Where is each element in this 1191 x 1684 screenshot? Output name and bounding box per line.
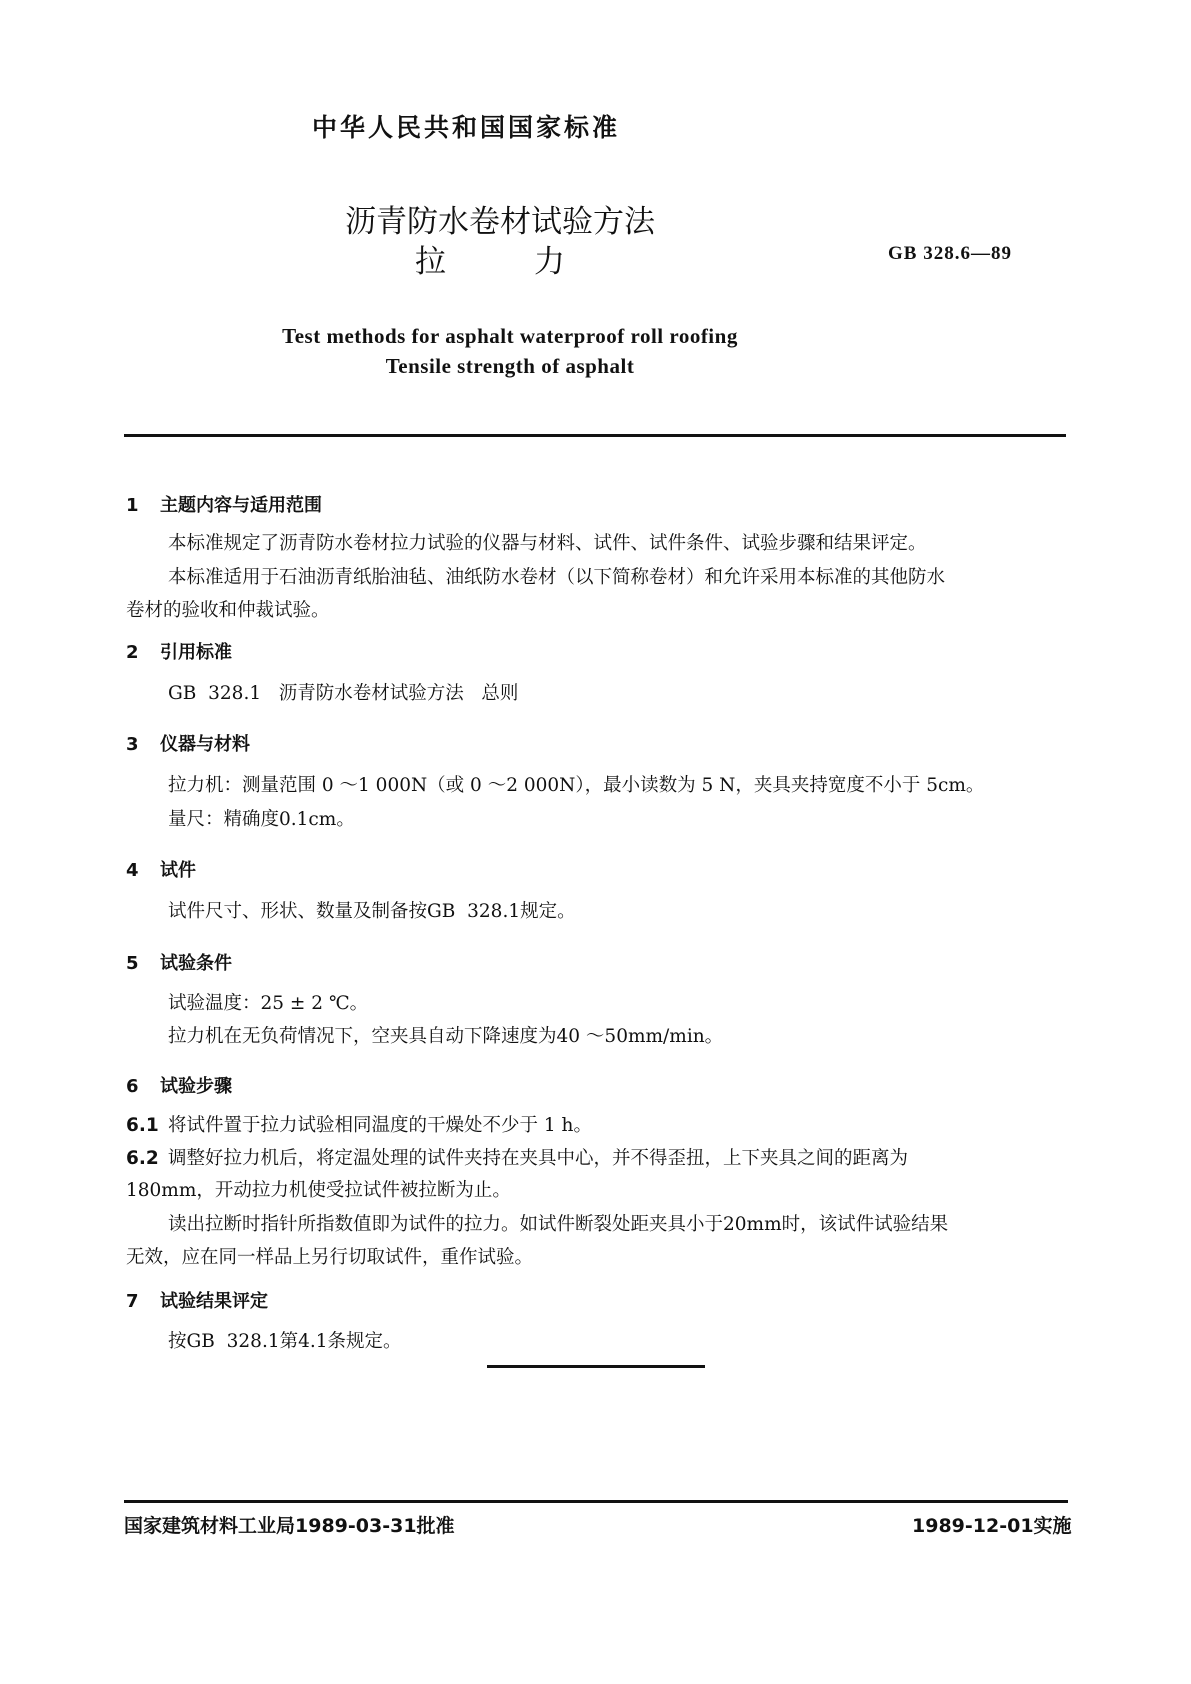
paragraph-text: 本标准适用于石油沥青纸胎油毡、油纸防水卷材（以下简称卷材）和允许采用本标准的其他防水 [168, 567, 946, 588]
section-number: 4 [126, 860, 139, 881]
section-5-paragraph-1 [126, 988, 1068, 1020]
clause-6-1 [126, 1110, 1068, 1142]
paragraph-text: 试件尺寸、形状、数量及制备按GB 328.1规定。 [168, 901, 576, 922]
clause-number: 6.1 [126, 1115, 159, 1136]
section-title: 试验结果评定 [160, 1291, 268, 1312]
header-divider [124, 434, 1066, 437]
clause-number: 6.2 [126, 1148, 159, 1169]
section-title: 仪器与材料 [160, 734, 250, 755]
section-2-heading [126, 638, 232, 664]
section-number: 2 [126, 642, 139, 663]
effective-date: 1989-12-01实施 [912, 1515, 1072, 1537]
section-number: 5 [126, 953, 139, 974]
english-title: Test methods for asphalt waterproof roll roofing [282, 324, 738, 348]
subtitle-char-2: 力 [534, 244, 565, 280]
section-1-paragraph-2-cont [126, 595, 1068, 627]
section-3-paragraph-2 [126, 804, 1068, 836]
paragraph-text: 将试件置于拉力试验相同温度的干燥处不少于 1 h。 [168, 1115, 592, 1136]
section-title: 主题内容与适用范围 [160, 495, 322, 516]
section-title: 试验步骤 [160, 1076, 232, 1097]
standard-code: GB 328.6—89 [888, 243, 1012, 264]
paragraph-text: 读出拉断时指针所指数值即为试件的拉力。如试件断裂处距夹具小于20mm时，该试件试验结果 [168, 1214, 949, 1235]
section-1-paragraph-1 [126, 528, 1068, 560]
section-5-heading [126, 949, 232, 975]
section-1-paragraph-2 [126, 562, 1068, 594]
paragraph-text: 本标准规定了沥青防水卷材拉力试验的仪器与材料、试件、试件条件、试验步骤和结果评定。 [168, 533, 927, 554]
section-2-paragraph-1 [126, 678, 1068, 710]
paragraph-text: 卷材的验收和仲裁试验。 [126, 600, 330, 621]
section-number: 7 [126, 1291, 139, 1312]
footer-divider [124, 1500, 1068, 1503]
paragraph-text: 量尺：精确度0.1cm。 [168, 809, 355, 830]
section-4-heading [126, 856, 196, 882]
section-title: 引用标准 [160, 642, 232, 663]
clause-6-2 [126, 1143, 1068, 1175]
section-7-heading [126, 1287, 268, 1313]
section-3-paragraph-1 [126, 770, 1068, 802]
approval-info: 国家建筑材料工业局1989-03-31批准 [124, 1515, 455, 1537]
paragraph-text: GB 328.1 沥青防水卷材试验方法 总则 [168, 683, 519, 704]
section-6-paragraph-3-cont [126, 1242, 1068, 1274]
document-title: 沥青防水卷材试验方法 [345, 204, 655, 240]
subtitle-char-1: 拉 [415, 244, 446, 280]
section-1-heading [126, 491, 322, 517]
section-7-paragraph-1 [126, 1326, 1068, 1358]
paragraph-text: 180mm，开动拉力机使受拉试件被拉断为止。 [126, 1180, 511, 1201]
english-subtitle: Tensile strength of asphalt [385, 354, 635, 378]
section-6-paragraph-3 [126, 1209, 1068, 1241]
end-of-text-rule [487, 1365, 705, 1368]
document-subtitle [300, 236, 680, 281]
section-title: 试件 [160, 860, 196, 881]
section-6-heading [126, 1072, 232, 1098]
section-4-paragraph-1 [126, 896, 1068, 928]
paragraph-text: 无效，应在同一样品上另行切取试件，重作试验。 [126, 1247, 534, 1268]
paragraph-text: 调整好拉力机后，将定温处理的试件夹持在夹具中心，并不得歪扭，上下夹具之间的距离为 [168, 1148, 909, 1169]
section-number: 3 [126, 734, 139, 755]
section-title: 试验条件 [160, 953, 232, 974]
standard-type: 中华人民共和国国家标准 [312, 113, 621, 142]
section-3-heading [126, 730, 250, 756]
clause-6-2-cont [126, 1175, 1068, 1207]
paragraph-text: 按GB 328.1第4.1条规定。 [168, 1331, 402, 1352]
section-5-paragraph-2 [126, 1021, 1068, 1053]
paragraph-text: 拉力机在无负荷情况下，空夹具自动下降速度为40 ～50mm/min。 [168, 1026, 724, 1047]
section-number: 6 [126, 1076, 139, 1097]
paragraph-text: 拉力机：测量范围 0 ～1 000N（或 0 ～2 000N），最小读数为 5 N，夹具夹持宽度不小于 5cm。 [168, 775, 985, 796]
section-number: 1 [126, 495, 139, 516]
paragraph-text: 试验温度：25 ± 2 ℃。 [168, 993, 369, 1014]
